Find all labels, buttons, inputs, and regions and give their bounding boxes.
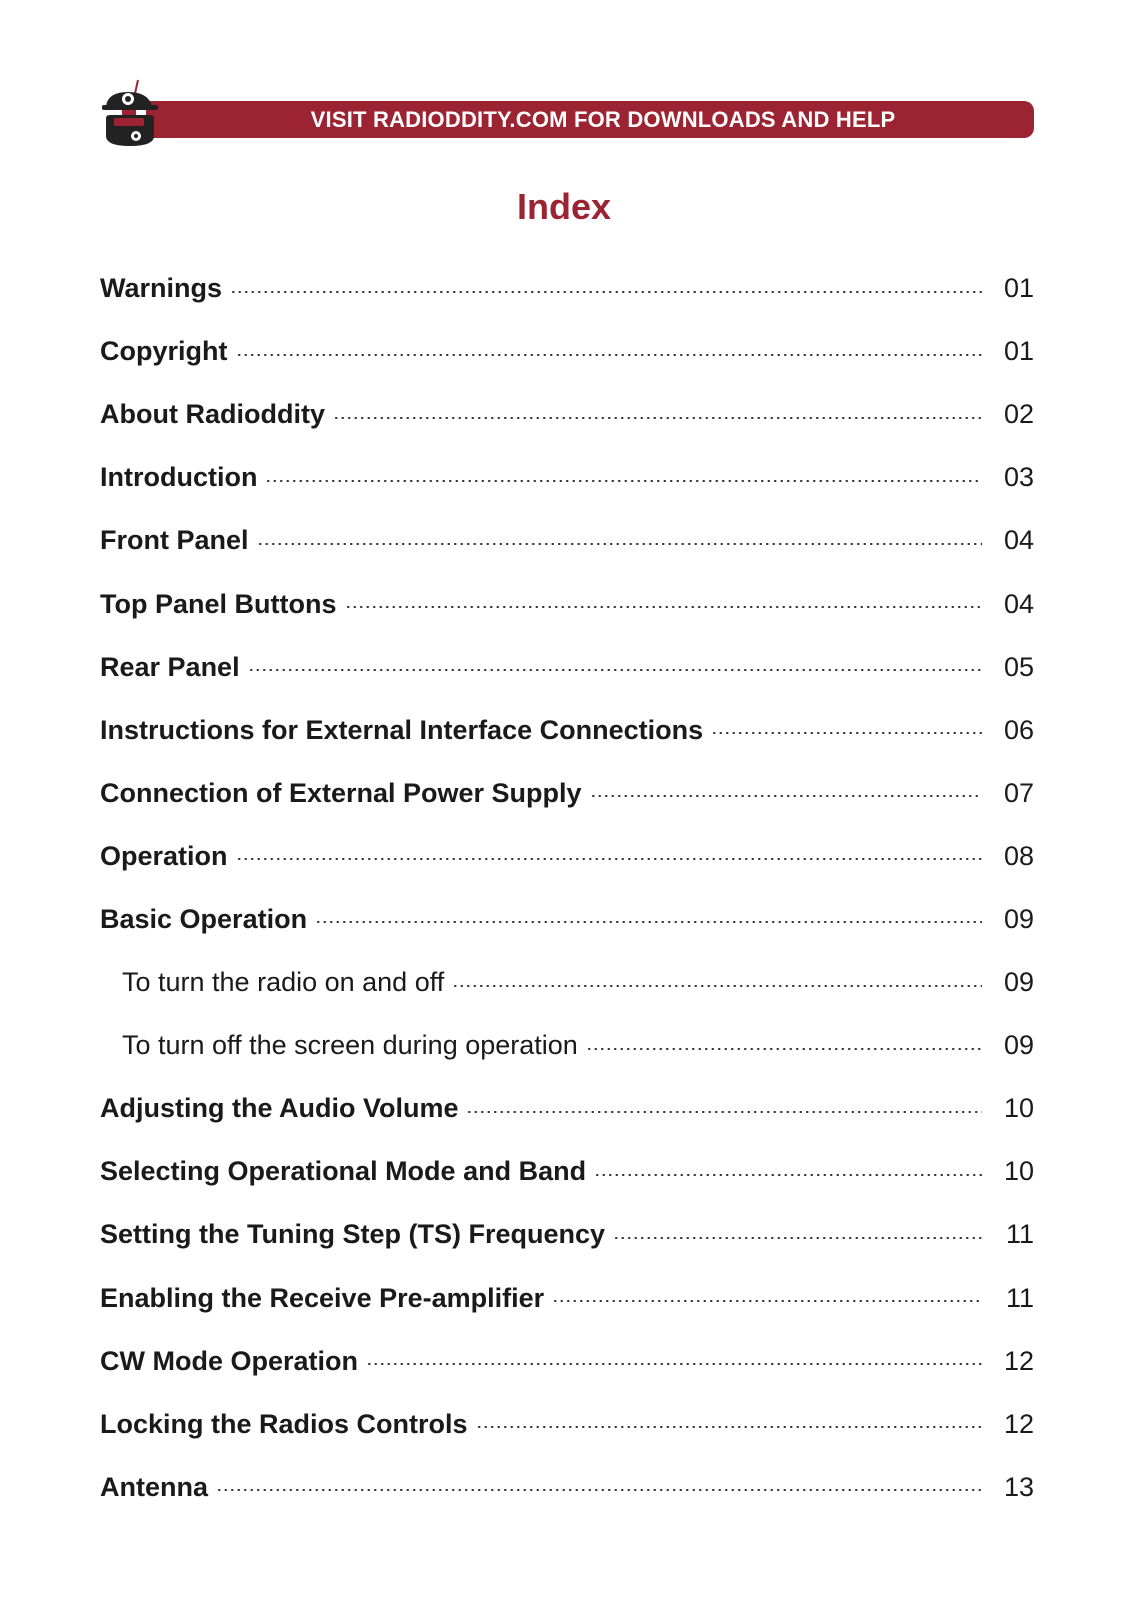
dot-leader: [711, 732, 982, 734]
toc-entry-page-number[interactable]: 04: [1003, 525, 1034, 556]
toc-entry-label[interactable]: Adjusting the Audio Volume: [100, 1093, 459, 1124]
toc-entry-label[interactable]: Operation: [100, 840, 228, 871]
toc-entry-label[interactable]: Setting the Tuning Step (TS) Frequency: [100, 1219, 605, 1250]
toc-entry-label[interactable]: Copyright: [100, 336, 228, 367]
toc-entry[interactable]: [100, 1014, 1034, 1077]
toc-entry[interactable]: [100, 1330, 1034, 1393]
table-of-contents: [100, 257, 1034, 1519]
toc-entry-page-number[interactable]: 06: [1003, 714, 1034, 745]
toc-entry[interactable]: [100, 446, 1034, 509]
toc-entry-page-number[interactable]: 07: [1003, 777, 1034, 808]
toc-entry-label[interactable]: Selecting Operational Mode and Band: [100, 1156, 587, 1187]
toc-entry-page-number[interactable]: 04: [1003, 588, 1034, 619]
toc-entry[interactable]: [100, 1140, 1034, 1203]
toc-entry-page-number[interactable]: 10: [1003, 1093, 1034, 1124]
toc-entry[interactable]: [100, 1203, 1034, 1266]
toc-entry[interactable]: [100, 951, 1034, 1014]
dot-leader: [236, 354, 983, 356]
banner-text[interactable]: VISIT RADIODDITY.COM FOR DOWNLOADS AND HELP: [310, 106, 896, 132]
toc-entry[interactable]: [100, 825, 1034, 888]
dot-leader: [248, 669, 982, 671]
dot-leader: [366, 1363, 982, 1365]
toc-entry-page-number[interactable]: 05: [1003, 651, 1034, 682]
toc-entry[interactable]: [100, 1077, 1034, 1140]
toc-entry[interactable]: [100, 1456, 1034, 1519]
dot-leader: [333, 417, 982, 419]
toc-entry-label[interactable]: About Radioddity: [100, 399, 325, 430]
toc-entry-label[interactable]: Rear Panel: [100, 651, 240, 682]
dot-leader: [590, 795, 982, 797]
toc-entry-page-number[interactable]: 01: [1003, 273, 1034, 304]
toc-entry-label[interactable]: Basic Operation: [100, 903, 308, 934]
page-title: Index: [516, 186, 612, 227]
toc-entry-label[interactable]: Connection of External Power Supply: [100, 777, 582, 808]
dot-leader: [476, 1426, 982, 1428]
toc-entry-page-number[interactable]: 11: [1005, 1219, 1034, 1250]
toc-entry-page-number[interactable]: 01: [1003, 336, 1034, 367]
toc-entry-label[interactable]: Antenna: [100, 1471, 208, 1502]
toc-entry-page-number[interactable]: 09: [1003, 967, 1034, 998]
toc-entry-page-number[interactable]: 11: [1005, 1282, 1034, 1313]
dot-leader: [586, 1048, 982, 1050]
dot-leader: [345, 606, 983, 608]
radio-robot-mascot-icon: [100, 78, 162, 150]
toc-entry[interactable]: [100, 888, 1034, 951]
toc-entry-page-number[interactable]: 13: [1003, 1471, 1034, 1502]
dot-leader: [265, 480, 982, 482]
toc-entry[interactable]: [100, 257, 1034, 320]
toc-entry[interactable]: [100, 1393, 1034, 1456]
dot-leader: [552, 1300, 982, 1302]
dot-leader: [452, 985, 982, 987]
dot-leader: [236, 858, 982, 860]
dot-leader: [613, 1237, 982, 1239]
toc-entry-label[interactable]: Instructions for External Interface Connections: [100, 714, 704, 745]
toc-entry[interactable]: [100, 572, 1034, 635]
dot-leader: [257, 543, 982, 545]
toc-entry-page-number[interactable]: 03: [1003, 462, 1034, 493]
page-header: [100, 78, 1034, 150]
toc-entry-page-number[interactable]: 09: [1003, 903, 1034, 934]
toc-entry-page-number[interactable]: 12: [1003, 1345, 1034, 1376]
toc-entry[interactable]: [100, 383, 1034, 446]
toc-entry-page-number[interactable]: 12: [1003, 1408, 1034, 1439]
dot-leader: [216, 1489, 982, 1491]
toc-entry-label[interactable]: Warnings: [100, 273, 223, 304]
toc-entry-label[interactable]: Locking the Radios Controls: [100, 1408, 468, 1439]
dot-leader: [466, 1111, 982, 1113]
toc-entry-page-number[interactable]: 10: [1003, 1156, 1034, 1187]
toc-entry-label[interactable]: CW Mode Operation: [100, 1345, 358, 1376]
toc-entry-label[interactable]: Introduction: [100, 462, 258, 493]
toc-entry-page-number[interactable]: 08: [1003, 840, 1034, 871]
toc-entry[interactable]: [100, 636, 1034, 699]
toc-entry-label[interactable]: Top Panel Buttons: [100, 588, 337, 619]
toc-entry-label[interactable]: Front Panel: [100, 525, 249, 556]
toc-entry-page-number[interactable]: 09: [1003, 1030, 1034, 1061]
toc-entry-page-number[interactable]: 02: [1003, 399, 1034, 430]
toc-entry[interactable]: [100, 320, 1034, 383]
dot-leader: [594, 1174, 982, 1176]
dot-leader: [315, 921, 982, 923]
toc-entry-label[interactable]: Enabling the Receive Pre-amplifier: [100, 1282, 545, 1313]
header-banner[interactable]: [146, 101, 1034, 138]
dot-leader: [230, 291, 982, 293]
toc-entry-label[interactable]: To turn off the screen during operation: [122, 1030, 578, 1061]
toc-entry[interactable]: [100, 699, 1034, 762]
toc-entry[interactable]: [100, 509, 1034, 572]
toc-entry-label[interactable]: To turn the radio on and off: [122, 967, 445, 998]
toc-entry[interactable]: [100, 1267, 1034, 1330]
toc-entry[interactable]: [100, 762, 1034, 825]
